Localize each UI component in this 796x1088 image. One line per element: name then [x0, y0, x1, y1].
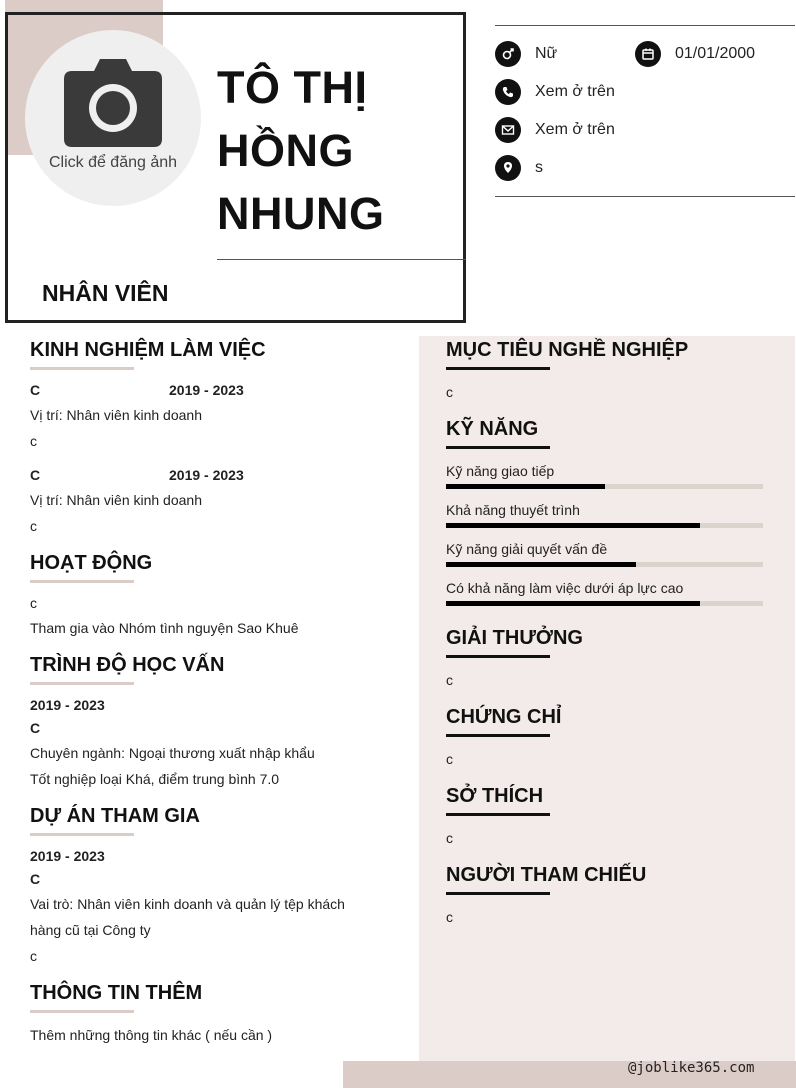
experience-company: C: [30, 382, 41, 398]
references-underline: [446, 892, 550, 895]
skill-bar-fill: [446, 523, 700, 528]
skill-bar: [446, 562, 763, 567]
awards-text: c: [446, 672, 453, 688]
experience-underline: [30, 367, 134, 370]
objective-text: c: [446, 384, 453, 400]
skill-name: Kỹ năng giao tiếp: [446, 463, 555, 479]
email-icon: [495, 117, 521, 143]
education-title: TRÌNH ĐỘ HỌC VẤN: [30, 654, 225, 676]
hobbies-underline: [446, 813, 550, 816]
project-role-line-1: Vai trò: Nhân viên kinh doanh và quản lý tệp khách: [30, 896, 345, 912]
email-text: Xem ở trên: [535, 121, 615, 138]
job-title: NHÂN VIÊN: [42, 280, 169, 306]
activities-title: HOẠT ĐỘNG: [30, 552, 153, 574]
hobbies-title: SỞ THÍCH: [446, 785, 544, 807]
project-desc: c: [30, 948, 37, 964]
certificates-text: c: [446, 751, 453, 767]
references-text: c: [446, 909, 453, 925]
certificates-underline: [446, 734, 550, 737]
experience-title: KINH NGHIỆM LÀM VIỆC: [30, 339, 266, 361]
gender-text: Nữ: [535, 45, 558, 62]
full-name: [217, 56, 457, 245]
awards-title: GIẢI THƯỞNG: [446, 627, 583, 649]
phone-icon: [495, 79, 521, 105]
skills-title: KỸ NĂNG: [446, 418, 539, 440]
phone-text: Xem ở trên: [535, 83, 615, 100]
objective-title: MỤC TIÊU NGHỀ NGHIỆP: [446, 339, 689, 361]
skill-bar-fill: [446, 484, 605, 489]
certificates-title: CHỨNG CHỈ: [446, 706, 562, 728]
photo-caption[interactable]: Click để đăng ảnh: [48, 154, 178, 171]
skill-name: Có khả năng làm việc dưới áp lực cao: [446, 580, 684, 596]
name-line-3: NHUNG: [217, 188, 385, 239]
activities-underline: [30, 580, 134, 583]
hobbies-text: c: [446, 830, 453, 846]
experience-position: Vị trí: Nhân viên kinh doanh: [30, 492, 202, 508]
additional-text: Thêm những thông tin khác ( nếu cần ): [30, 1027, 273, 1043]
projects-underline: [30, 833, 134, 836]
project-name: C: [30, 871, 41, 887]
address-text: s: [535, 159, 543, 176]
activities-line-1: c: [30, 595, 37, 611]
contact-top-divider: [495, 25, 795, 26]
experience-desc: c: [30, 433, 37, 449]
skill-bar-fill: [446, 601, 700, 606]
name-line-2: HỒNG: [217, 125, 354, 176]
objective-underline: [446, 367, 550, 370]
education-school: C: [30, 720, 41, 736]
footer-watermark: @joblike365.com: [628, 1060, 755, 1076]
education-underline: [30, 682, 134, 685]
project-role-line-2: hàng cũ tại Công ty: [30, 922, 151, 938]
education-period: 2019 - 2023: [30, 697, 105, 713]
additional-underline: [30, 1010, 134, 1013]
experience-position: Vị trí: Nhân viên kinh doanh: [30, 407, 202, 423]
project-period: 2019 - 2023: [30, 848, 105, 864]
awards-underline: [446, 655, 550, 658]
skill-bar: [446, 601, 763, 606]
education-major: Chuyên ngành: Ngoại thương xuất nhập khẩu: [30, 745, 315, 761]
skill-bar: [446, 523, 763, 528]
skill-name: Kỹ năng giải quyết vấn đề: [446, 541, 608, 557]
experience-period: 2019 - 2023: [169, 467, 244, 483]
activities-line-2: Tham gia vào Nhóm tình nguyện Sao Khuê: [30, 620, 299, 636]
references-title: NGƯỜI THAM CHIẾU: [446, 864, 647, 886]
name-line-1: TÔ THỊ: [217, 62, 368, 113]
skill-name: Khả năng thuyết trình: [446, 502, 580, 518]
name-divider: [217, 259, 466, 260]
education-grade: Tốt nghiệp loại Khá, điểm trung bình 7.0: [30, 771, 280, 787]
experience-company: C: [30, 467, 41, 483]
experience-desc: c: [30, 518, 37, 534]
contact-bottom-divider: [495, 196, 795, 197]
skill-bar: [446, 484, 763, 489]
projects-title: DỰ ÁN THAM GIA: [30, 805, 200, 827]
calendar-icon: [635, 41, 661, 67]
experience-period: 2019 - 2023: [169, 382, 244, 398]
gender-icon: [495, 41, 521, 67]
birthday-text: 01/01/2000: [675, 45, 756, 62]
skill-bar-fill: [446, 562, 636, 567]
additional-title: THÔNG TIN THÊM: [30, 982, 203, 1004]
skills-underline: [446, 446, 550, 449]
location-icon: [495, 155, 521, 181]
